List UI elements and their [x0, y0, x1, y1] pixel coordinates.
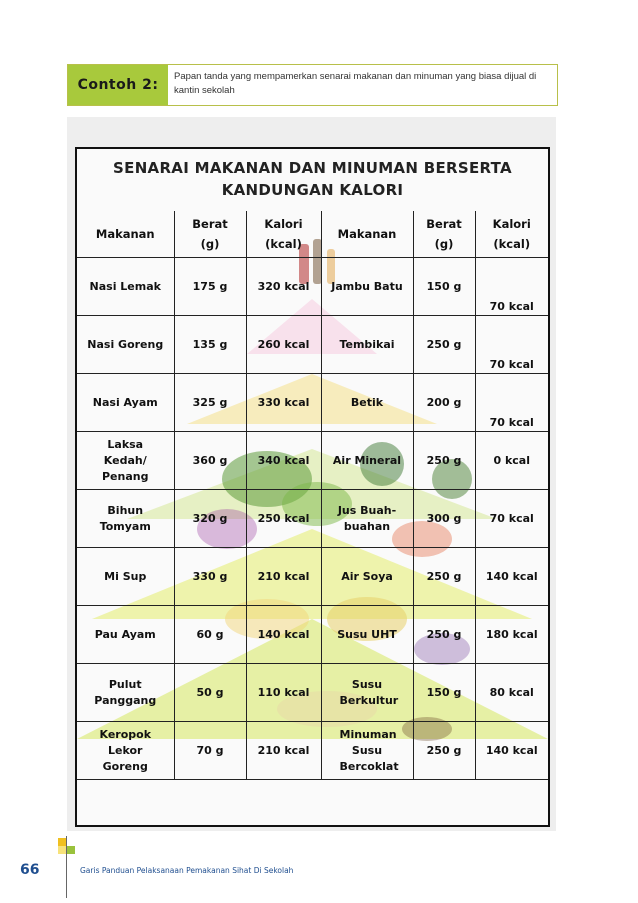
drink-weight: 250 g — [413, 548, 475, 606]
poster-title — [77, 157, 548, 201]
food-weight: 320 g — [174, 490, 246, 548]
example-description: Papan tanda yang mempamerkan senarai makanan dan minuman yang biasa dijual di kantin sekolah — [174, 71, 537, 96]
food-kcal: 250 kcal — [246, 490, 321, 548]
table-row — [77, 548, 548, 606]
food-kcal: 340 kcal — [246, 432, 321, 490]
footer-deco-square — [67, 846, 75, 854]
drink-kcal: 140 kcal — [475, 722, 548, 780]
food-kcal: 210 kcal — [246, 548, 321, 606]
food-weight: 60 g — [174, 606, 246, 664]
food-weight: 50 g — [174, 664, 246, 722]
food-name: Bihun Tomyam — [77, 490, 174, 548]
food-kcal: 320 kcal — [246, 258, 321, 316]
food-weight: 325 g — [174, 374, 246, 432]
drink-name: Air Soya — [321, 548, 413, 606]
food-kcal: 210 kcal — [246, 722, 321, 780]
poster-title-line1: SENARAI MAKANAN DAN MINUMAN BERSERTA — [113, 159, 512, 177]
food-weight: 175 g — [174, 258, 246, 316]
table-header-row — [77, 211, 548, 258]
table-row — [77, 490, 548, 548]
food-name: Keropok Lekor Goreng — [77, 722, 174, 780]
footer-deco-square — [58, 838, 66, 846]
drink-weight: 250 g — [413, 606, 475, 664]
food-kcal: 140 kcal — [246, 606, 321, 664]
drink-weight: 300 g — [413, 490, 475, 548]
poster-frame — [75, 147, 550, 827]
header-drink: Makanan — [321, 211, 413, 258]
footer-divider — [66, 836, 67, 898]
drink-name: Air Mineral — [321, 432, 413, 490]
footer-title: Garis Panduan Pelaksanaan Pemakanan Sihat Di Sekolah — [80, 866, 294, 875]
drink-weight: 250 g — [413, 432, 475, 490]
food-kcal: 330 kcal — [246, 374, 321, 432]
drink-name: Betik — [321, 374, 413, 432]
drink-kcal: 180 kcal — [475, 606, 548, 664]
header-food-weight: Berat (g) — [174, 211, 246, 258]
drink-kcal: 70 kcal — [475, 374, 548, 432]
drink-weight: 150 g — [413, 258, 475, 316]
food-name: Laksa Kedah/ Penang — [77, 432, 174, 490]
table-row — [77, 374, 548, 432]
drink-name: Jambu Batu — [321, 258, 413, 316]
food-name: Pulut Panggang — [77, 664, 174, 722]
food-kcal: 260 kcal — [246, 316, 321, 374]
food-weight: 135 g — [174, 316, 246, 374]
drink-name: Susu Berkultur — [321, 664, 413, 722]
drink-kcal: 70 kcal — [475, 316, 548, 374]
drink-name: Tembikai — [321, 316, 413, 374]
food-name: Mi Sup — [77, 548, 174, 606]
example-box — [67, 64, 558, 106]
food-weight: 70 g — [174, 722, 246, 780]
drink-weight: 250 g — [413, 316, 475, 374]
drink-kcal: 140 kcal — [475, 548, 548, 606]
drink-kcal: 70 kcal — [475, 258, 548, 316]
drink-name: Minuman Susu Bercoklat — [321, 722, 413, 780]
footer-deco-square — [58, 846, 66, 854]
table-row — [77, 432, 548, 490]
table-row — [77, 722, 548, 780]
header-drink-calorie: Kalori (kcal) — [475, 211, 548, 258]
table-row — [77, 664, 548, 722]
calorie-table — [77, 211, 548, 780]
header-food: Makanan — [77, 211, 174, 258]
food-name: Nasi Lemak — [77, 258, 174, 316]
food-name: Pau Ayam — [77, 606, 174, 664]
food-name: Nasi Goreng — [77, 316, 174, 374]
drink-kcal: 70 kcal — [475, 490, 548, 548]
header-food-calorie: Kalori (kcal) — [246, 211, 321, 258]
poster-title-line2: KANDUNGAN KALORI — [221, 181, 404, 199]
drink-weight: 200 g — [413, 374, 475, 432]
table-row — [77, 316, 548, 374]
drink-weight: 150 g — [413, 664, 475, 722]
header-drink-weight: Berat (g) — [413, 211, 475, 258]
drink-name: Jus Buah-buahan — [321, 490, 413, 548]
table-row — [77, 258, 548, 316]
page-number: 66 — [20, 862, 40, 878]
food-weight: 330 g — [174, 548, 246, 606]
example-label: Contoh 2: — [68, 65, 168, 105]
drink-kcal: 80 kcal — [475, 664, 548, 722]
drink-name: Susu UHT — [321, 606, 413, 664]
poster-image — [67, 117, 556, 831]
drink-weight: 250 g — [413, 722, 475, 780]
drink-kcal: 0 kcal — [475, 432, 548, 490]
food-name: Nasi Ayam — [77, 374, 174, 432]
table-row — [77, 606, 548, 664]
food-weight: 360 g — [174, 432, 246, 490]
food-kcal: 110 kcal — [246, 664, 321, 722]
